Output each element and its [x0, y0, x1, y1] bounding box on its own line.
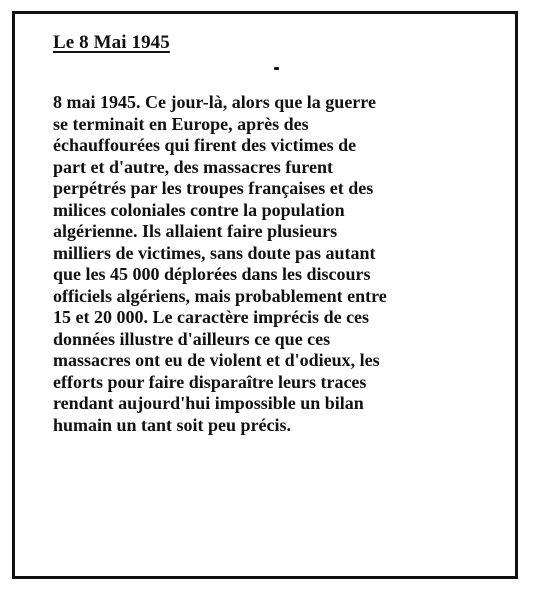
body-line: 8 mai 1945. Ce jour-là, alors que la guerre	[53, 92, 376, 112]
body-line: perpétrés par les troupes françaises et des	[53, 178, 374, 198]
body-line: massacres ont eu de violent et d'odieux, les	[53, 350, 380, 370]
document-title: Le 8 Mai 1945	[53, 32, 170, 53]
body-line: se terminait en Europe, après des	[53, 113, 309, 134]
body-line: officiels algériens, mais probablement entre	[53, 285, 387, 306]
document-frame	[12, 11, 518, 579]
body-line: humain un tant soit peu précis.	[53, 414, 292, 435]
body-line: données illustre d'ailleurs ce que ces	[53, 328, 331, 349]
body-line: échauffourées qui firent des victimes de	[53, 135, 357, 155]
body-line: milices coloniales contre la population	[53, 199, 345, 220]
body-line: rendant aujourd'hui impossible un bilan	[53, 393, 364, 413]
body-line: part et d'autre, des massacres furent	[53, 156, 333, 177]
body-line: 15 et 20 000. Le caractère imprécis de ces	[53, 307, 370, 327]
document-body	[53, 92, 387, 436]
scan-speck	[274, 67, 279, 70]
body-line: algérienne. Ils allaient faire plusieurs	[53, 221, 338, 241]
body-line: efforts pour faire disparaître leurs traces	[53, 371, 367, 392]
body-line: que les 45 000 déplorées dans les discours	[53, 264, 371, 284]
body-line: milliers de victimes, sans doute pas autant	[53, 242, 376, 263]
